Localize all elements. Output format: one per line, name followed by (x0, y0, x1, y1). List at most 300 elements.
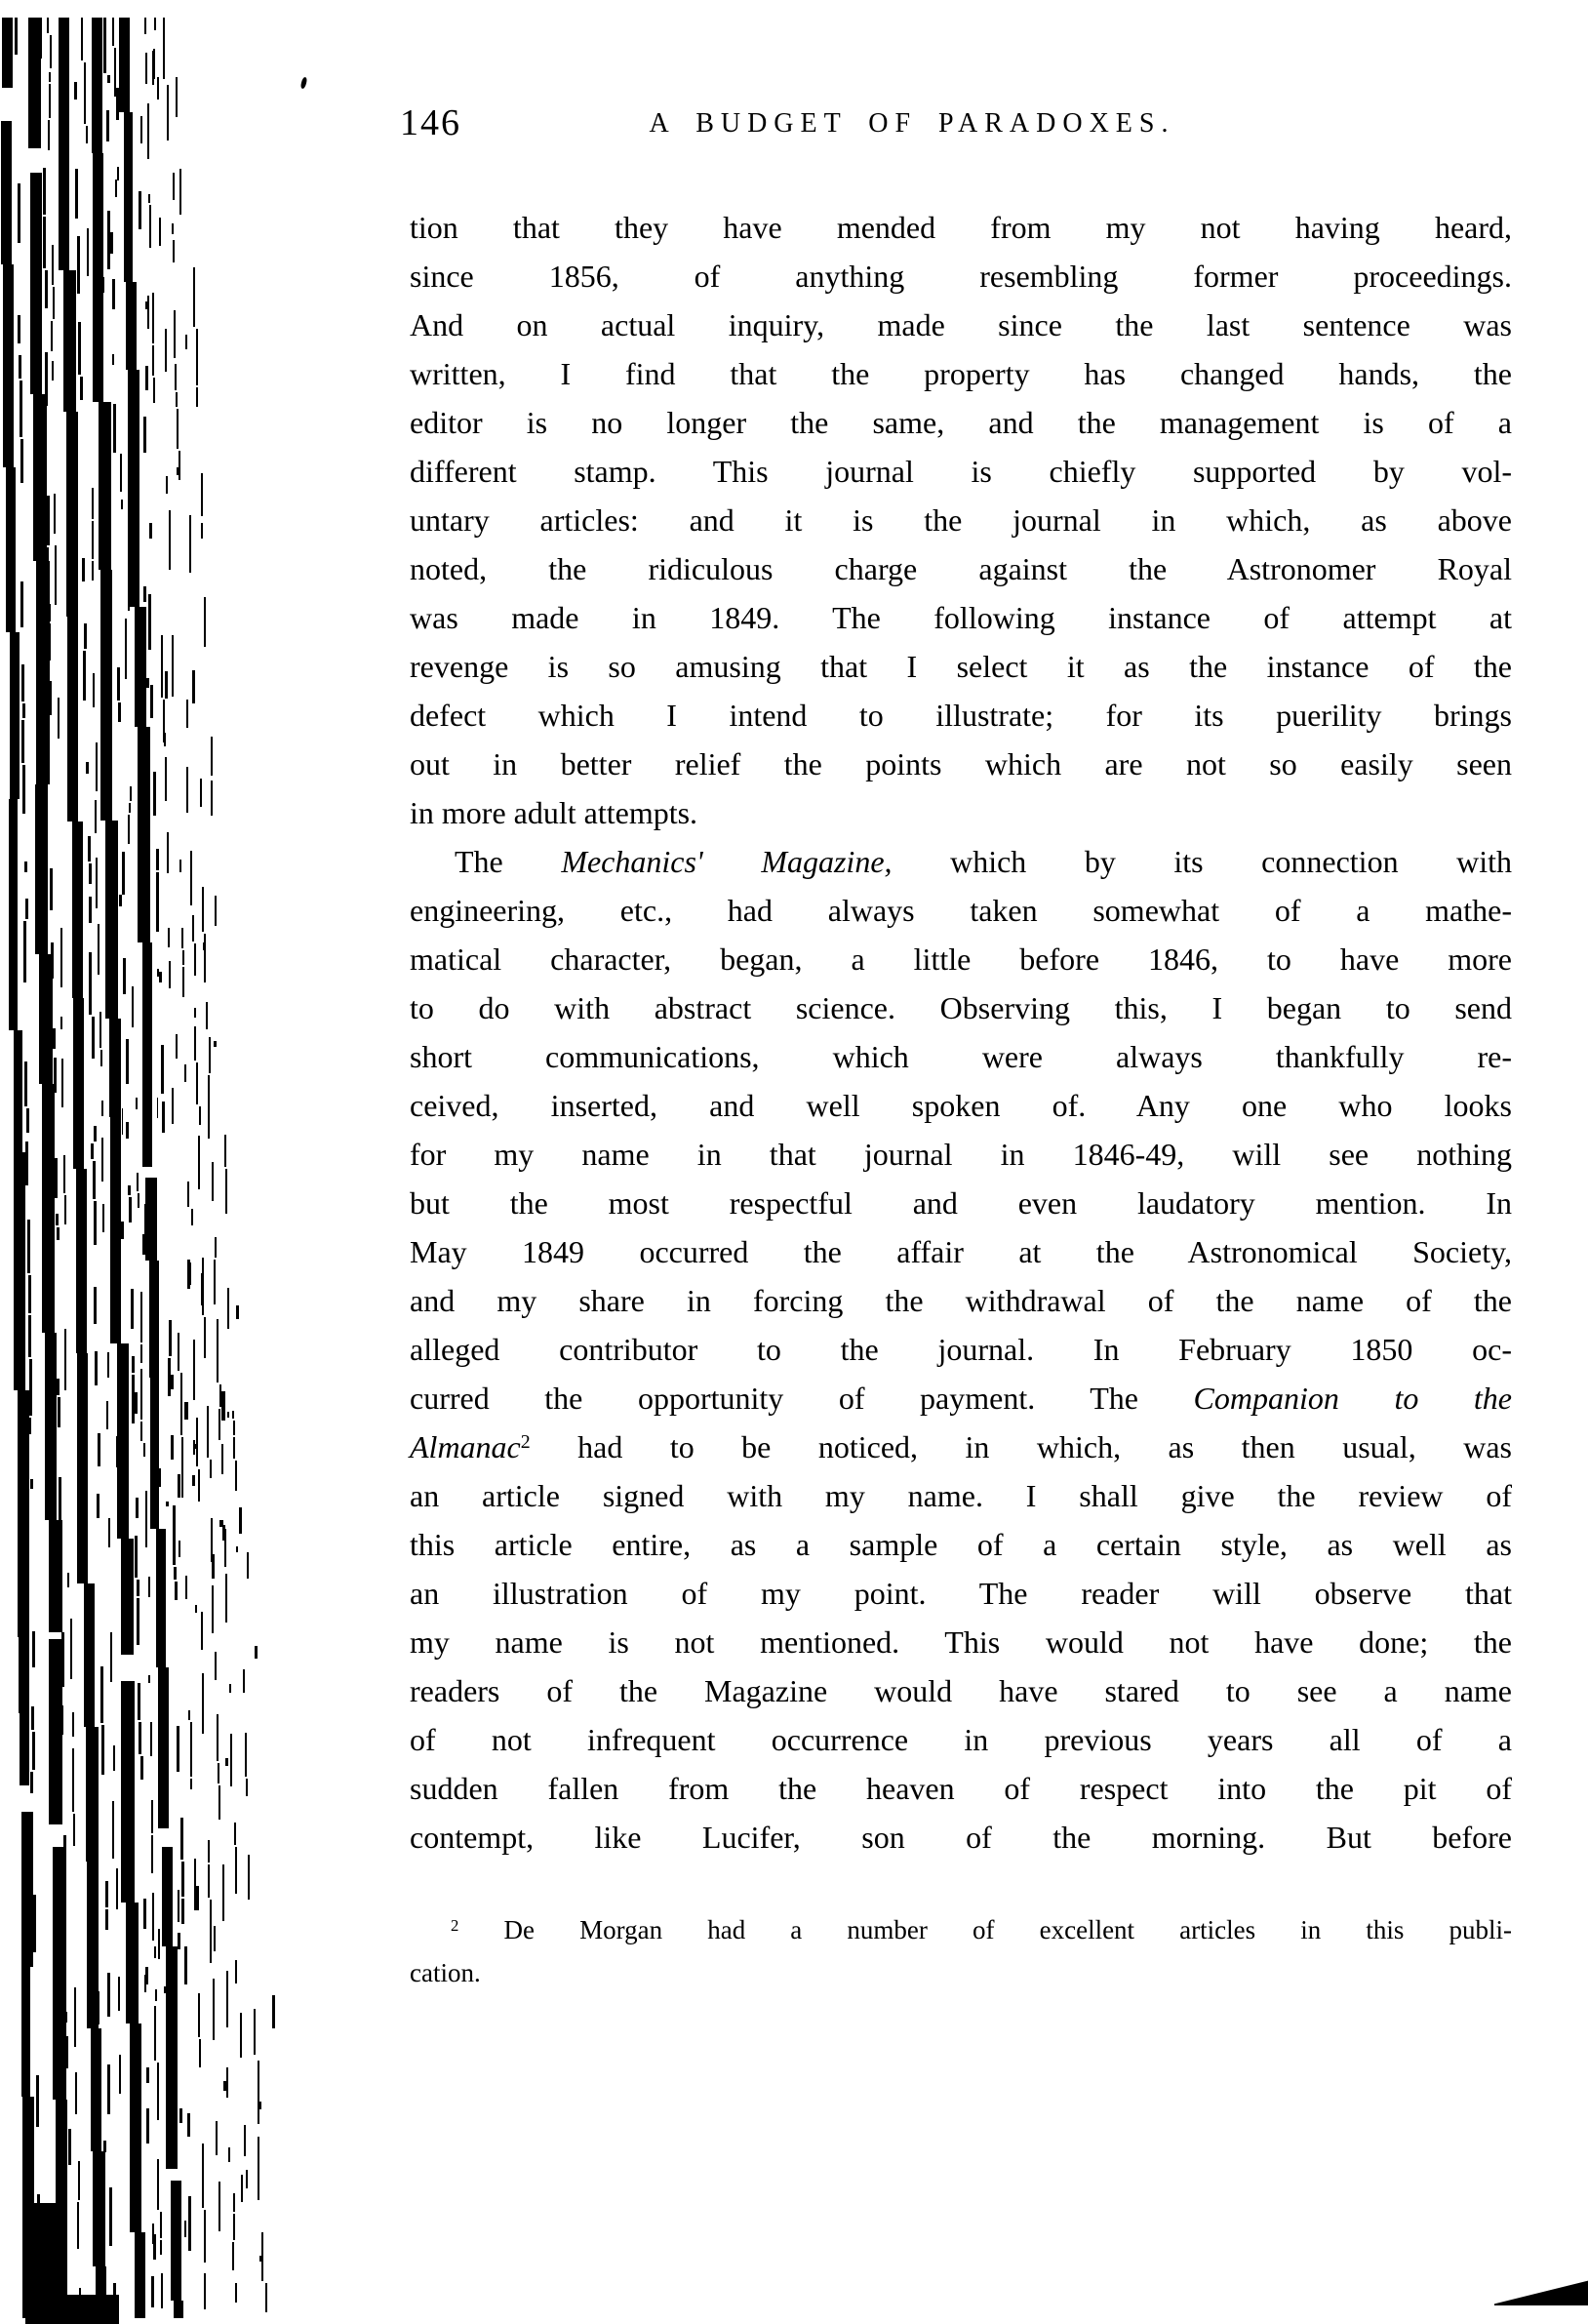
ink-streak (126, 1039, 129, 1083)
ink-streak (166, 1502, 169, 1507)
ink-streak (121, 1681, 134, 1903)
ink-streak (130, 786, 132, 800)
ink-streak (155, 1989, 157, 2001)
ink-streak (176, 392, 178, 407)
ink-streak (107, 211, 110, 269)
ink-streak (50, 35, 52, 68)
ink-streak (166, 476, 168, 494)
ink-streak (204, 934, 206, 982)
ink-streak (101, 644, 104, 660)
ink-streak (172, 2224, 174, 2251)
text-segment: readers of the Magazine would have stared to see a name (410, 1673, 1512, 1708)
ink-streak (112, 354, 114, 365)
ink-streak (78, 322, 81, 375)
ink-streak (188, 1275, 191, 1285)
ink-streak (181, 1437, 183, 1497)
ink-streak (142, 942, 152, 1167)
ink-streak (126, 1903, 139, 2023)
ink-streak (199, 1106, 201, 1125)
text-line (410, 1276, 1512, 1325)
ink-streak (26, 1108, 29, 1133)
ink-streak (178, 1890, 179, 1922)
ink-streak (188, 1710, 190, 1720)
ink-streak (185, 1576, 187, 1600)
text-line (410, 1715, 1512, 1764)
ink-streak (25, 1142, 28, 1185)
ink-streak (3, 264, 15, 468)
text-line (410, 203, 1512, 252)
ink-streak (137, 1598, 139, 1645)
ink-streak (140, 1422, 142, 1441)
ink-streak (194, 1026, 196, 1061)
text-segment: noted, the ridiculous charge against the Astronomer Royal (410, 551, 1512, 586)
ink-streak (48, 623, 51, 661)
ink-streak (193, 1440, 195, 1456)
ink-streak (59, 18, 69, 270)
text-line (410, 349, 1512, 398)
ink-streak (92, 488, 94, 519)
ink-streak (174, 2301, 183, 2318)
ink-streak (45, 1333, 57, 1520)
ink-streak (154, 18, 156, 30)
ink-streak (93, 1161, 96, 1198)
ink-streak (100, 1666, 103, 1723)
ink-streak (180, 1818, 183, 1860)
ink-streak (83, 651, 86, 701)
ink-streak (228, 2147, 231, 2161)
ink-streak (143, 586, 146, 602)
ink-streak (196, 1418, 198, 1467)
ink-streak (272, 1995, 275, 2027)
ink-streak (14, 1030, 23, 1152)
ink-streak (187, 1182, 189, 1207)
ink-streak (77, 236, 80, 294)
text-segment: out in better relief the points which are not so easily seen (410, 746, 1512, 781)
ink-streak (36, 2075, 39, 2127)
ink-streak (68, 2129, 71, 2165)
ink-streak (67, 1573, 69, 1587)
ink-streak (184, 1946, 187, 1984)
ink-streak (52, 245, 54, 285)
ink-streak (138, 1193, 139, 1208)
ink-streak (196, 387, 198, 407)
ink-streak (232, 2242, 234, 2270)
ink-streak (28, 1418, 31, 1434)
ink-streak (24, 861, 27, 873)
page-header (400, 101, 1512, 148)
ink-streak (21, 1812, 33, 1967)
ink-streak (215, 1652, 217, 1680)
ink-streak (22, 765, 25, 813)
ink-streak (21, 1967, 31, 2097)
ink-streak (218, 2182, 220, 2231)
ink-streak (157, 969, 159, 977)
text-line (410, 642, 1512, 691)
ink-streak (203, 942, 205, 950)
ink-streak (217, 1319, 218, 1382)
ink-streak (181, 1862, 184, 1896)
ink-streak (235, 1847, 237, 1894)
ink-streak (149, 523, 152, 539)
ink-streak (193, 1444, 196, 1449)
ink-streak (119, 895, 122, 906)
ink-streak (28, 1275, 31, 1313)
ink-streak (163, 18, 165, 79)
ink-streak (55, 1158, 58, 1198)
ink-streak (84, 623, 87, 649)
text-line (410, 1422, 1512, 1471)
ink-streak (152, 51, 154, 85)
ink-streak (107, 1973, 110, 2017)
ink-streak (156, 1529, 166, 1667)
ink-streak (121, 500, 123, 509)
ink-streak (125, 619, 127, 679)
ink-streak (215, 1237, 217, 1258)
ink-streak (119, 2055, 121, 2095)
ink-streak (18, 315, 20, 343)
ink-streak (63, 1835, 66, 1890)
ink-streak (77, 1353, 88, 1583)
ink-streak (105, 1909, 108, 1930)
ink-streak (98, 1433, 100, 1466)
text-segment: in more adult attempts. (410, 795, 698, 830)
ink-streak (142, 1234, 145, 1255)
ink-streak (56, 1214, 59, 1225)
ink-streak (57, 1227, 60, 1240)
ink-streak (100, 1050, 102, 1067)
ink-streak (235, 1461, 237, 1491)
ink-streak (72, 821, 83, 998)
ink-streak (171, 1435, 174, 1461)
ink-streak (192, 915, 194, 942)
ink-streak (147, 296, 149, 329)
text-segment: De Morgan had a number of excellent articles in this publi- (458, 1915, 1512, 1944)
text-line (410, 788, 1512, 837)
ink-streak (236, 1305, 239, 1320)
ink-streak (233, 2193, 235, 2212)
ink-streak (179, 451, 180, 480)
text-line (410, 691, 1512, 740)
ink-streak (14, 1152, 25, 1389)
ink-streak (57, 1379, 60, 1394)
text-line (410, 398, 1512, 447)
ink-streak (165, 757, 167, 801)
ink-streak (18, 183, 20, 243)
ink-streak (201, 1612, 203, 1650)
ink-streak (119, 18, 130, 112)
ink-streak (192, 1475, 195, 1486)
ink-streak (148, 594, 151, 650)
text-segment: my name is not mentioned. This would not have done; the (410, 1624, 1512, 1660)
ink-streak (47, 496, 50, 545)
ink-streak (194, 1859, 196, 1910)
ink-streak (145, 301, 148, 310)
ink-streak (20, 1713, 30, 1785)
ink-streak (109, 2187, 112, 2246)
text-line (410, 1179, 1512, 1227)
ink-streak (189, 515, 191, 574)
text-segment: different stamp. This journal is chiefly supported by vol- (410, 454, 1512, 489)
text-segment: ceived, inserted, and well spoken of. Any one who looks (410, 1088, 1512, 1123)
ink-streak (227, 1412, 229, 1419)
ink-streak (174, 310, 176, 359)
ink-streak (255, 1646, 258, 1659)
ink-streak (162, 1102, 165, 1133)
ink-streak (246, 1779, 248, 1796)
text-line (410, 447, 1512, 496)
ink-streak (112, 18, 114, 46)
ink-streak (184, 1064, 186, 1082)
ink-streak (121, 1539, 134, 1655)
ink-streak (229, 1684, 231, 1693)
ink-streak (199, 2039, 201, 2067)
ink-streak (182, 950, 184, 966)
text-segment: Mechanics' Magazine, (561, 844, 893, 879)
ink-streak (15, 18, 18, 55)
ink-streak (204, 597, 206, 648)
ink-streak (226, 2067, 228, 2098)
ink-streak (173, 1505, 176, 1566)
ink-streak (67, 617, 78, 821)
ink-streak (93, 2151, 105, 2266)
ink-streak (65, 2036, 68, 2068)
ink-streak (101, 1725, 104, 1774)
ink-streak (150, 1722, 152, 1756)
ink-streak (165, 329, 167, 372)
ink-streak (143, 1899, 146, 1930)
text-line (410, 1081, 1512, 1130)
text-line (410, 544, 1512, 593)
text-segment: an article signed with my name. I shall give the review of (410, 1478, 1512, 1513)
text-segment: written, I find that the property has changed hands, the (410, 356, 1512, 391)
ink-streak (157, 2063, 159, 2119)
ink-streak (110, 232, 113, 254)
ink-streak (239, 1513, 241, 1531)
ink-streak (187, 2113, 190, 2137)
text-line (410, 1374, 1512, 1422)
running-title: A BUDGET OF PARADOXES. (649, 108, 1175, 139)
ink-streak (63, 1155, 65, 1193)
ink-streak (232, 1411, 234, 1419)
ink-streak (27, 1220, 30, 1273)
ink-streak (158, 1929, 160, 1959)
ink-streak (92, 18, 103, 153)
text-segment: short communications, which were always thankfully re- (410, 1039, 1512, 1074)
text-segment: which by its connection with (892, 844, 1513, 879)
ink-streak (156, 849, 159, 870)
page-number: 146 (400, 102, 461, 143)
ink-streak (80, 377, 83, 399)
ink-streak (241, 2175, 243, 2202)
ink-streak (97, 1494, 99, 1519)
ink-streak (184, 1402, 187, 1419)
ink-streak (187, 1260, 190, 1289)
ink-streak (151, 1835, 153, 1873)
ink-streak (140, 1756, 143, 1780)
ink-streak (10, 632, 20, 800)
text-segment: defect which I intend to illustrate; for its puerility brings (410, 698, 1512, 733)
ink-streak (168, 928, 170, 946)
ink-streak (145, 366, 148, 390)
ink-streak (173, 173, 175, 200)
ink-streak (2, 18, 13, 88)
ink-streak (107, 1352, 109, 1378)
ink-streak (193, 1340, 195, 1400)
ink-streak (138, 727, 149, 942)
ink-streak (107, 2064, 110, 2115)
ink-streak (117, 1343, 128, 1539)
ink-streak (221, 1444, 223, 1474)
ink-streak (63, 270, 76, 412)
ink-streak (91, 1143, 94, 1160)
ink-streak (219, 1384, 221, 1407)
ink-streak (145, 1178, 156, 1262)
ink-streak (150, 685, 153, 718)
text-line (410, 1325, 1512, 1374)
ink-streak (135, 607, 146, 727)
ink-streak (186, 767, 188, 813)
ink-streak (211, 781, 213, 816)
ink-streak (84, 1583, 96, 1727)
text-line (410, 935, 1512, 983)
ink-streak (235, 1960, 237, 1983)
ink-streak (155, 1398, 157, 1422)
ink-streak (137, 1173, 139, 1191)
text-segment: 2 (520, 1431, 531, 1454)
ink-streak (78, 2161, 80, 2200)
ink-streak (171, 2181, 180, 2302)
ink-streak (165, 671, 168, 699)
ink-streak (58, 698, 60, 739)
ink-streak (150, 1378, 160, 1529)
ink-streak (152, 1893, 154, 1940)
ink-streak (136, 1498, 139, 1517)
ink-streak (126, 1122, 129, 1139)
ink-streak (224, 1529, 226, 1567)
text-line (410, 496, 1512, 544)
ink-streak (39, 18, 42, 59)
text-line (410, 983, 1512, 1032)
ink-streak (113, 404, 116, 453)
ink-streak (177, 1726, 179, 1772)
ink-streak (210, 1900, 212, 1963)
ink-streak (214, 1926, 216, 1951)
ink-streak (96, 742, 98, 791)
ink-streak (259, 2256, 262, 2263)
ink-streak (181, 1899, 184, 1924)
text-segment: The (455, 844, 562, 879)
ink-streak (213, 1979, 215, 2040)
ink-streak (33, 1895, 36, 1953)
ink-streak (137, 1580, 139, 1597)
ink-speck (300, 77, 308, 90)
ink-streak (21, 720, 24, 763)
ink-streak (48, 604, 51, 621)
ink-streak (49, 1639, 62, 1824)
ink-streak (166, 2007, 169, 2038)
ink-streak (64, 1329, 66, 1390)
ink-streak (18, 1390, 29, 1638)
ink-streak (214, 1041, 217, 1046)
ink-streak (160, 2240, 162, 2256)
ink-streak (221, 1391, 224, 1421)
ink-streak (129, 803, 131, 813)
text-line (410, 1032, 1512, 1081)
ink-streak (188, 2196, 191, 2251)
ink-streak (177, 409, 179, 449)
text-line (410, 1130, 1512, 1179)
ink-streak (233, 2214, 235, 2240)
ink-streak (20, 439, 23, 483)
ink-streak (43, 168, 46, 214)
ink-streak (33, 394, 47, 561)
ink-streak (28, 1315, 31, 1357)
ink-streak (161, 2273, 163, 2308)
ink-streak (158, 1468, 161, 1487)
ink-streak (236, 1546, 238, 1552)
ink-streak (224, 1135, 226, 1166)
text-segment: but the most respectful and even laudatory mention. In (410, 1185, 1512, 1221)
ink-streak (20, 581, 23, 627)
ink-streak (234, 1823, 236, 1845)
ink-streak (218, 1409, 220, 1440)
text-segment: this article entire, as a sample of a certain style, as well as (410, 1527, 1512, 1562)
ink-streak (106, 1401, 108, 1429)
text-segment: cation. (410, 1958, 481, 1987)
ink-streak (116, 88, 119, 120)
ink-streak (186, 700, 188, 728)
ink-streak (60, 1705, 63, 1735)
ink-streak (45, 352, 48, 405)
text-segment: Companion to the (1193, 1381, 1513, 1416)
ink-streak (128, 815, 130, 844)
ink-streak (105, 1881, 108, 1907)
ink-streak (194, 943, 196, 976)
ink-streak (93, 153, 104, 402)
ink-streak (49, 72, 51, 82)
ink-streak (214, 1260, 216, 1304)
text-line (410, 593, 1512, 642)
ink-streak (92, 1017, 95, 1059)
ink-streak (179, 860, 181, 872)
ink-streak (226, 1971, 228, 2027)
ink-streak (30, 173, 42, 394)
ink-streak (201, 1273, 204, 1305)
ink-streak (39, 954, 53, 1083)
ink-streak (156, 872, 159, 932)
ink-streak (179, 2108, 182, 2123)
ink-streak (19, 1637, 29, 1713)
ink-streak (32, 1732, 35, 1770)
ink-streak (161, 635, 163, 699)
ink-streak (117, 167, 120, 180)
ink-streak (171, 2247, 173, 2275)
ink-streak (58, 1397, 60, 1428)
ink-streak (140, 1369, 142, 1420)
ink-streak (87, 1862, 99, 2028)
ink-streak (115, 180, 117, 197)
ink-streak (192, 670, 195, 703)
ink-streak (160, 2212, 162, 2238)
ink-streak (218, 1785, 220, 1820)
ink-streak (122, 1536, 124, 1555)
ink-streak (146, 2067, 149, 2082)
text-segment: contempt, like Lucifer, son of the morning. But before (410, 1820, 1512, 1855)
ink-streak (148, 1675, 150, 1683)
ink-streak (124, 112, 134, 283)
ink-streak (225, 1574, 227, 1622)
ink-streak (116, 1868, 118, 1908)
